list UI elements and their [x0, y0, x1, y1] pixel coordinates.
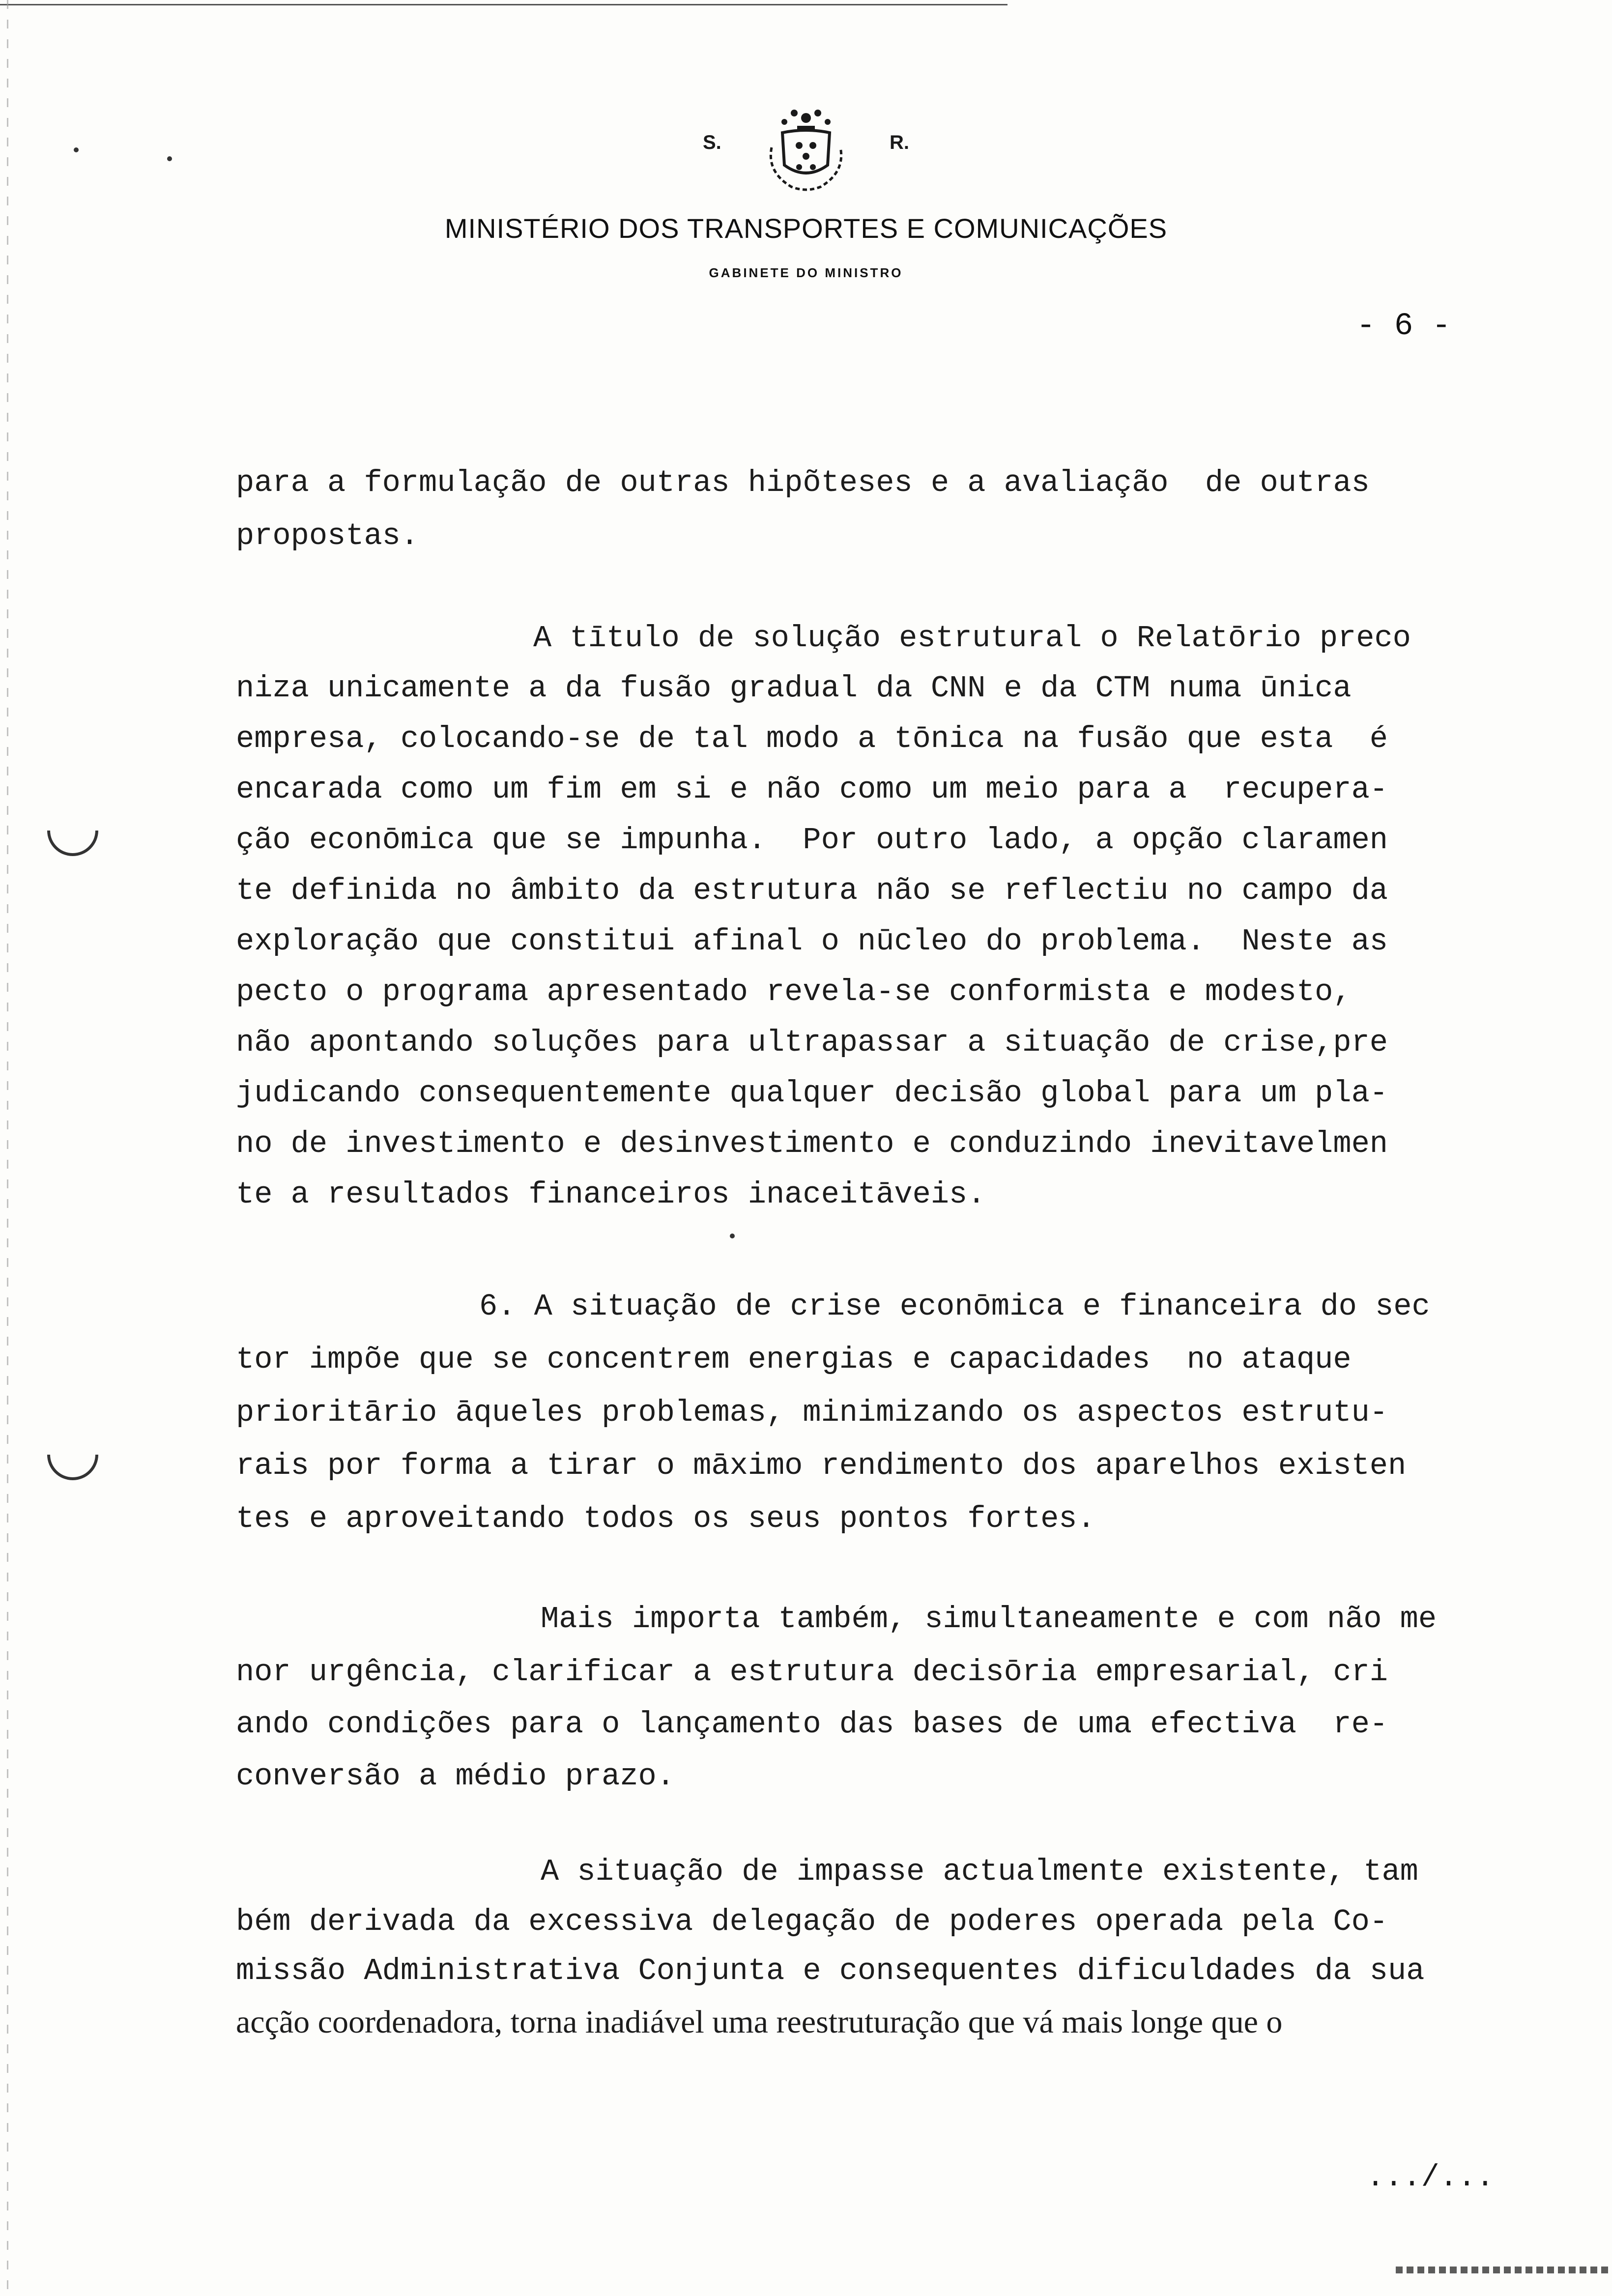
body-line: nor urgência, clarificar a estrutura decisōria empresarial, cri: [236, 1655, 1388, 1690]
body-line: tes e aproveitando todos os seus pontos fortes.: [236, 1501, 1095, 1536]
paragraph-start-line: A tītulo de solução estrutural o Relatōrio preco: [533, 621, 1411, 656]
body-line: te a resultados financeiros inaceitāveis.: [236, 1177, 986, 1212]
body-line: para a formulação de outras hipõteses e a avaliação de outras: [236, 465, 1370, 500]
scan-speck: [167, 156, 172, 161]
body-line: missão Administrativa Conjunta e consequentes dificuldades da sua: [236, 1953, 1425, 1988]
body-line: ando condições para o lançamento das bases de uma efectiva re-: [236, 1707, 1388, 1742]
body-line: pecto o programa apresentado revela-se conformista e modesto,: [236, 975, 1352, 1009]
coat-of-arms-icon: [752, 98, 860, 197]
ministry-heading: MINISTÉRIO DOS TRANSPORTES E COMUNICAÇÕES: [444, 213, 1168, 244]
scan-speck: [74, 147, 79, 152]
body-line: rais por forma a tirar o māximo rendimento dos aparelhos existen: [236, 1448, 1407, 1483]
body-line: propostas.: [236, 518, 419, 553]
body-line: bém derivada da excessiva delegação de poderes operada pela Co-: [236, 1904, 1388, 1939]
body-line: conversão a médio prazo.: [236, 1759, 675, 1794]
body-line: niza unicamente a da fusão gradual da CNN e da CTM numa ūnica: [236, 671, 1352, 706]
punch-hole-mark: [47, 1455, 98, 1480]
body-line: tor impõe que se concentrem energias e capacidades no ataque: [236, 1342, 1352, 1377]
paragraph-start-line: Mais importa também, simultaneamente e com não me: [541, 1602, 1437, 1636]
body-line: ção econōmica que se impunha. Por outro lado, a opção claramen: [236, 823, 1388, 858]
body-line: encarada como um fim em si e não como um meio para a recupera-: [236, 772, 1388, 807]
cabinet-subheading: GABINETE DO MINISTRO: [709, 265, 903, 280]
body-line: judicando consequentemente qualquer decisão global para um pla-: [236, 1076, 1388, 1111]
seal-letter-r: R.: [890, 132, 909, 153]
body-line: prioritārio āqueles problemas, minimizando os aspectos estrutu-: [236, 1395, 1388, 1430]
body-line: no de investimento e desinvestimento e conduzindo inevitavelmen: [236, 1126, 1388, 1161]
scan-top-edge: [0, 4, 1008, 5]
punch-hole-mark: [47, 831, 98, 856]
body-line: empresa, colocando-se de tal modo a tōnica na fusão que esta é: [236, 721, 1388, 756]
body-line: não apontando soluções para ultrapassar a situação de crise,pre: [236, 1025, 1388, 1060]
page-number: - 6 -: [1356, 309, 1451, 344]
body-line: exploração que constitui afinal o nūcleo do problema. Neste as: [236, 924, 1388, 959]
paragraph-start-line: A situação de impasse actualmente existente, tam: [541, 1854, 1418, 1889]
paragraph-start-line: 6. A situação de crise econōmica e financeira do sec: [479, 1289, 1430, 1324]
body-line: te definida no âmbito da estrutura não se reflectiu no campo da: [236, 873, 1388, 908]
seal-letter-s: S.: [703, 132, 721, 153]
body-line: acção coordenadora, torna inadiável uma reestruturação que vá mais longe que o: [236, 2004, 1283, 2040]
scan-left-edge: [7, 0, 8, 2296]
continuation-mark: .../...: [1366, 2160, 1495, 2195]
scan-speck: [730, 1234, 735, 1238]
letterhead-seal: [703, 98, 909, 197]
scan-bottom-edge: [1396, 2267, 1612, 2273]
